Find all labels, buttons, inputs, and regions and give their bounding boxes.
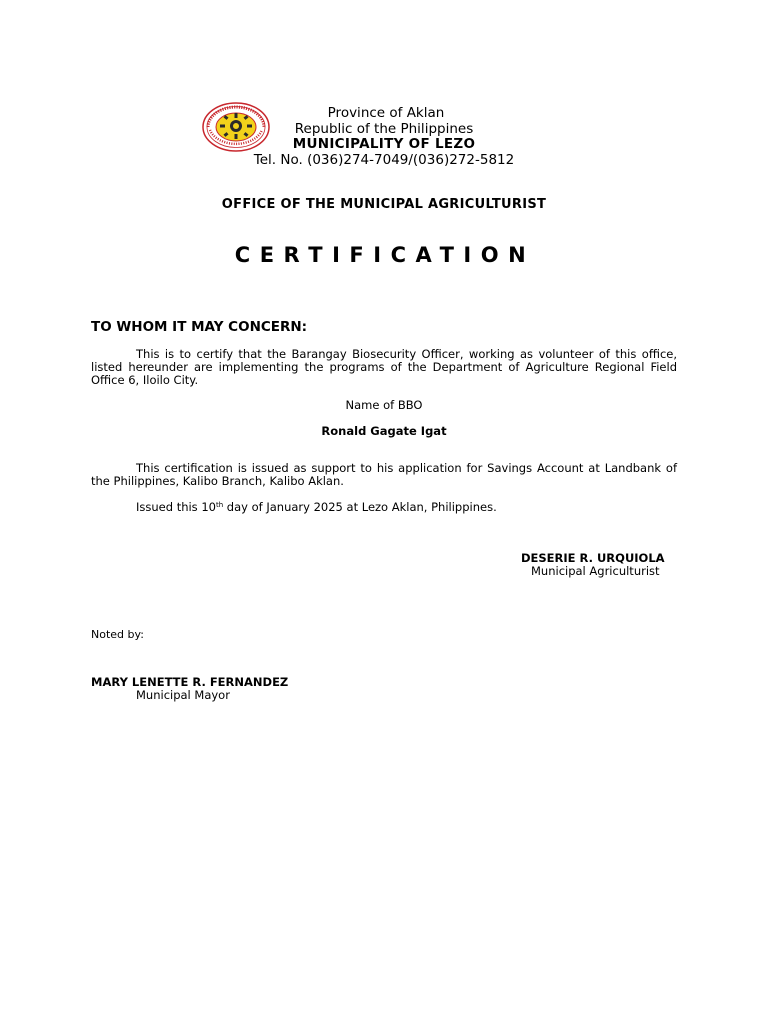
province-line: Province of Aklan: [327, 105, 445, 121]
issued-rest: day of January 2025 at Lezo Aklan, Philippines.: [223, 500, 497, 514]
document-title: CERTIFICATION: [234, 243, 536, 267]
issued-prefix: Issued this 10: [136, 500, 216, 514]
body-paragraph-1: This is to certify that the Barangay Biosecurity Officer, working as volunteer of this office, listed hereunder are implementing the programs of the Department of Agriculture Regional Field Office 6, Iloilo City.: [91, 347, 677, 388]
office-heading: OFFICE OF THE MUNICIPAL AGRICULTURIST: [221, 197, 547, 212]
noted-by-label: Noted by:: [91, 628, 144, 641]
mayor-title: Municipal Mayor: [136, 688, 230, 702]
issued-date-line: [136, 500, 497, 514]
signatory-title: Municipal Agriculturist: [531, 564, 660, 578]
republic-line: Republic of the Philippines: [294, 121, 474, 137]
bbo-name: Ronald Gagate Igat: [321, 424, 447, 438]
signatory-name: DESERIE R. URQUIOLA: [521, 551, 665, 565]
telephone-line: Tel. No. (036)274-7049/(036)272-5812: [253, 152, 515, 168]
mayor-name: MARY LENETTE R. FERNANDEZ: [91, 675, 289, 689]
issued-ordinal: th: [215, 501, 224, 509]
salutation: TO WHOM IT MAY CONCERN:: [91, 319, 308, 335]
bbo-label: Name of BBO: [345, 398, 423, 412]
municipality-line: MUNICIPALITY OF LEZO: [292, 136, 476, 152]
body-paragraph-2: This certification is issued as support to his application for Savings Account at Landbank of the Philippines, Kalibo Branch, Kalibo Aklan.: [91, 461, 677, 489]
